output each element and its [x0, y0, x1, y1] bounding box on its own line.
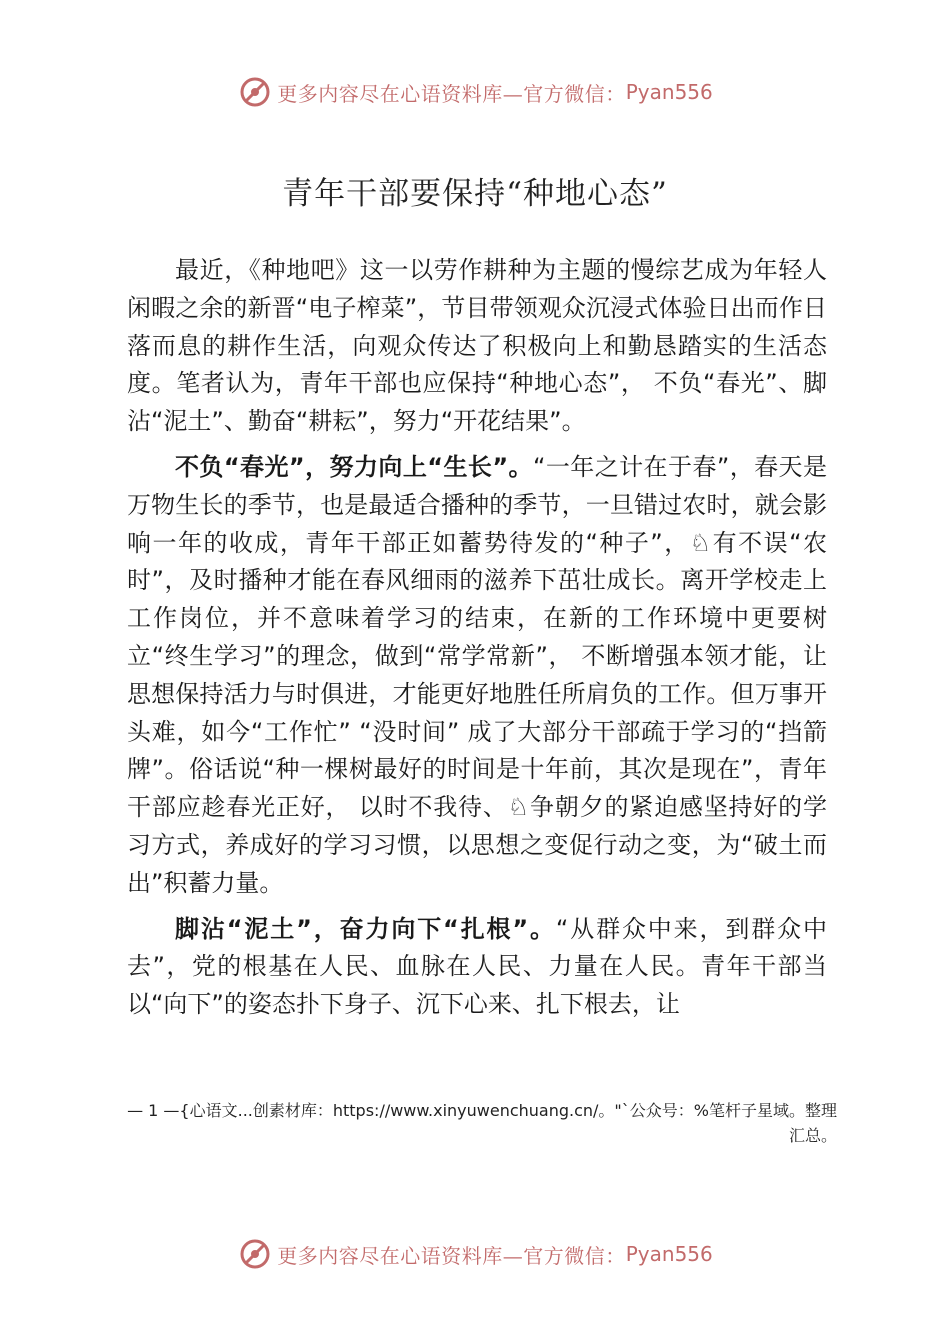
banner-text: 更多内容尽在心语资料库—官方微信： [277, 81, 626, 106]
section-heading: 脚沾“泥土”，奋力向下“扎根”。 [175, 914, 556, 943]
footer-banner [0, 1234, 950, 1274]
document-body [127, 252, 827, 1032]
banner-text: 更多内容尽在心语资料库—官方微信： [277, 1243, 626, 1268]
section-paragraph [127, 449, 827, 903]
document-title: 青年干部要保持“种地心态” [282, 176, 668, 212]
seal-logo-icon [237, 1236, 273, 1272]
section-text: “一年之计在于春”，春天是万物生长的季节，也是最适合播种的季节，一旦错过农时，就会影响一年的收成，青年干部正如蓄势待发的“种子”，♘有不误“农时”，及时播种才能在春风细雨的滋养下茁壮成长。离开学校走上工作岗位，并不意味着学习的结束，在新的工作环境中更要树立“终生学习”的理念，做到“常学常新”， 不断增强本领才能，让思想保持活力与时俱进，才能更好地胜任所肩负的工作。但万事开头难，如今“工作忙” “没时间” 成了大部分干部疏于学习的“挡箭牌”。俗话说“种一棵树最好的时间是十年前，其次是现在”，青年干部应趁春光正好， 以时不我待、♘争朝夕的紧迫感坚持好的学习方式，养成好的学习习惯，以思想之变促行动之变，为“破土而出”积蓄力量。 [127, 452, 827, 897]
section-paragraph [127, 911, 827, 1024]
header-banner [0, 72, 950, 112]
page-footer-note: — 1 —{心语文...创素材库：https://www.xinyuwenchuang.cn/。"`公众号：%笔杆子星域。整理汇总。 [127, 1101, 837, 1145]
seal-logo-icon [237, 74, 273, 110]
section-heading: 不负“春光”，努力向上“生长”。 [175, 452, 533, 481]
banner-wechat-id: Pyan556 [625, 80, 713, 104]
section-text: “从群众中来，到群众中去”，党的根基在人民、血脉在人民、力量在人民。青年干部当以“向下”的姿态扑下身子、沉下心来、扎下根去，让 [127, 914, 827, 1019]
banner-wechat-id: Pyan556 [625, 1242, 713, 1266]
intro-paragraph: 最近，《种地吧》这一以劳作耕种为主题的慢综艺成为年轻人闲暇之余的新晋“电子榨菜”，节目带领观众沉浸式体验日出而作日落而息的耕作生活，向观众传达了积极向上和勤恳踏实的生活态度。笔者认为，青年干部也应保持“种地心态”， 不负“春光”、脚沾“泥土”、勤奋“耕耘”，努力“开花结果”。 [127, 256, 827, 436]
